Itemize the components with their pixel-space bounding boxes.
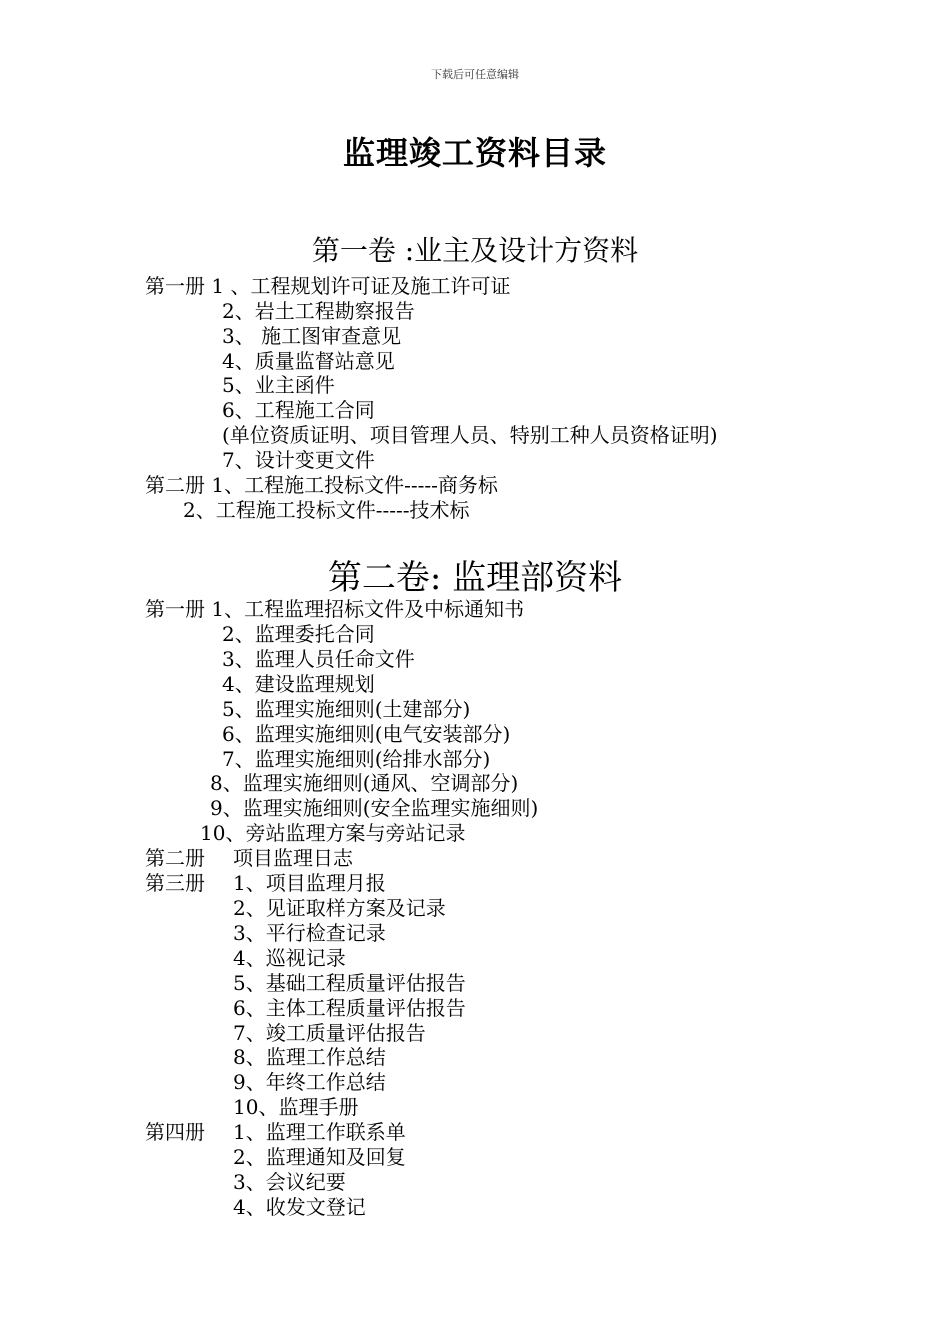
v2-book3-item-5: 5、基础工程质量评估报告 <box>233 971 466 995</box>
v2-book3-item-2: 2、见证取样方案及记录 <box>233 896 446 920</box>
v1-line-5: 5、业主函件 <box>222 373 335 397</box>
v2-book3-item-7: 7、竣工质量评估报告 <box>233 1021 426 1045</box>
v1-line-3: 3、 施工图审查意见 <box>222 324 402 348</box>
v2-line-6: 6、监理实施细则(电气安装部分) <box>222 722 511 746</box>
v2-line-10: 10、旁站监理方案与旁站记录 <box>200 821 466 845</box>
v1-line-10: 2、工程施工投标文件-----技术标 <box>183 498 470 522</box>
header-note: 下载后可任意编辑 <box>431 68 519 81</box>
v2-line-5: 5、监理实施细则(土建部分) <box>222 697 471 721</box>
v2-book3-item-1: 1、项目监理月报 <box>233 871 386 895</box>
v2-book2-label: 第二册 <box>145 846 205 870</box>
v1-line-9: 第二册 1、工程施工投标文件-----商务标 <box>145 473 498 497</box>
v2-book4-item-4: 4、收发文登记 <box>233 1195 366 1219</box>
v2-line-3: 3、监理人员任命文件 <box>222 647 415 671</box>
v2-book4-item-1: 1、监理工作联系单 <box>233 1120 406 1144</box>
v1-line-8: 7、设计变更文件 <box>222 448 375 472</box>
v2-book3-item-6: 6、主体工程质量评估报告 <box>233 996 466 1020</box>
v2-book3-item-4: 4、巡视记录 <box>233 946 346 970</box>
v2-book3-item-3: 3、平行检查记录 <box>233 921 386 945</box>
v1-line-1: 第一册 1 、工程规划许可证及施工许可证 <box>145 274 511 298</box>
v1-line-7: (单位资质证明、项目管理人员、特别工种人员资格证明) <box>222 423 718 447</box>
v2-book3-item-8: 8、监理工作总结 <box>233 1045 386 1069</box>
v2-book4-label: 第四册 <box>145 1120 205 1144</box>
v2-line-4: 4、建设监理规划 <box>222 672 375 696</box>
v2-line-8: 8、监理实施细则(通风、空调部分) <box>210 771 519 795</box>
v2-book4-item-2: 2、监理通知及回复 <box>233 1145 406 1169</box>
v1-line-4: 4、质量监督站意见 <box>222 349 395 373</box>
v1-line-6: 6、工程施工合同 <box>222 398 375 422</box>
v2-book4-item-3: 3、会议纪要 <box>233 1170 346 1194</box>
v2-line-7: 7、监理实施细则(给排水部分) <box>222 747 491 771</box>
v2-book3-item-10: 10、监理手册 <box>233 1095 359 1119</box>
volume1-title: 第一卷 :业主及设计方资料 <box>311 234 639 267</box>
v2-book3-label: 第三册 <box>145 871 205 895</box>
v2-line-9: 9、监理实施细则(安全监理实施细则) <box>210 796 539 820</box>
v2-book3-item-9: 9、年终工作总结 <box>233 1070 386 1094</box>
v1-line-2: 2、岩土工程勘察报告 <box>222 299 415 323</box>
v2-line-1: 第一册 1、工程监理招标文件及中标通知书 <box>145 597 525 621</box>
v2-line-2: 2、监理委托合同 <box>222 622 375 646</box>
v2-book2-item: 项目监理日志 <box>233 846 353 870</box>
document-title: 监理竣工资料目录 <box>342 134 607 172</box>
volume2-title: 第二卷: 监理部资料 <box>327 558 623 598</box>
